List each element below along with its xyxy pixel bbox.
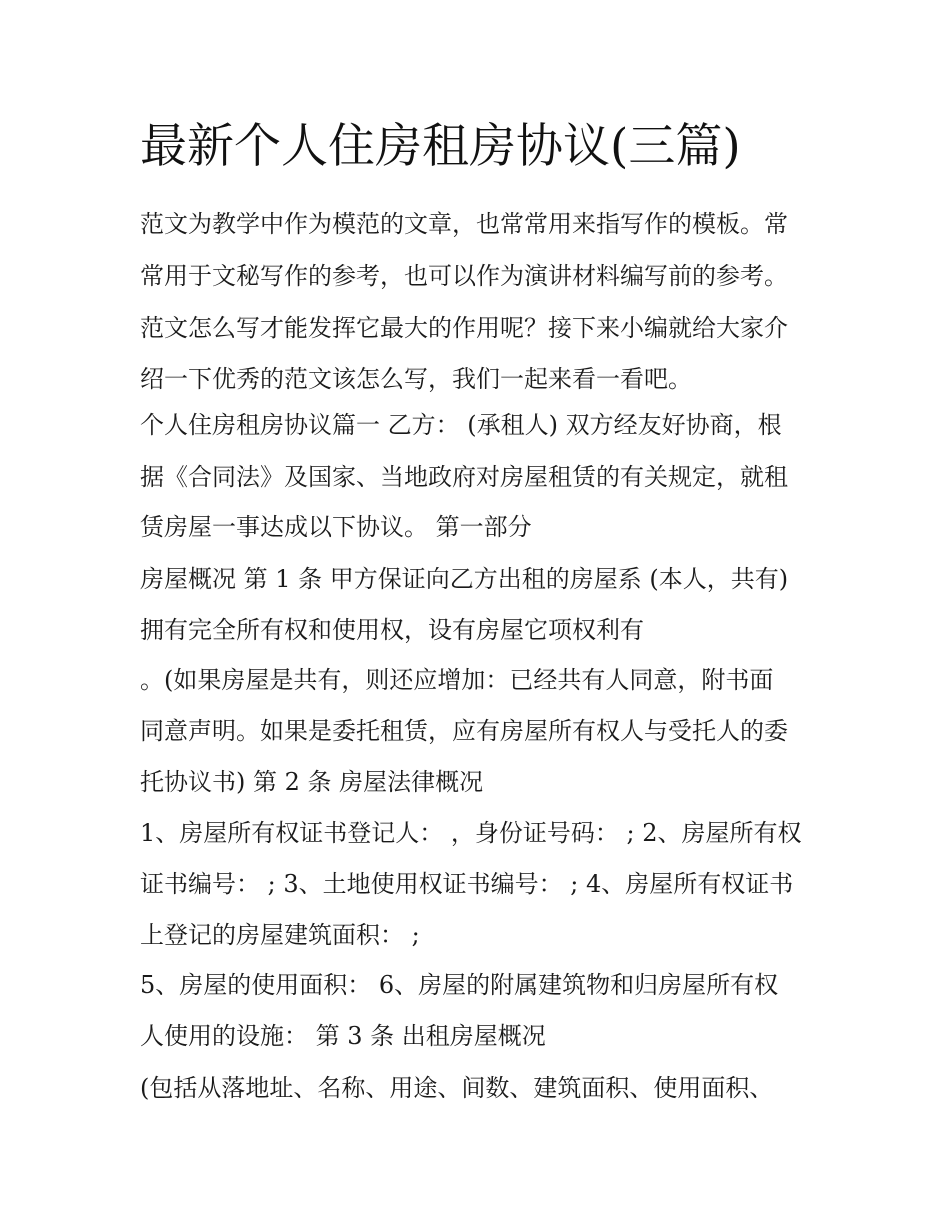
text-line: 常用于文秘写作的参考，也可以作为演讲材料编写前的参考。 xyxy=(140,262,788,290)
text-line: 拥有完全所有权和使用权，设有房屋它项权利有 xyxy=(140,616,644,644)
text-line: 托协议书) 第 2 条 房屋法律概况 xyxy=(140,768,484,796)
text-line: 5、房屋的使用面积： 6、房屋的附属建筑物和归房屋所有权 xyxy=(140,971,779,999)
text-line: (包括从落地址、名称、用途、间数、建筑面积、使用面积、 xyxy=(140,1074,774,1102)
text-line: 据《合同法》及国家、当地政府对房屋租赁的有关规定，就租 xyxy=(140,463,788,491)
text-line: 同意声明。如果是委托租赁，应有房屋所有权人与受托人的委 xyxy=(140,717,788,745)
text-line: 上登记的房屋建筑面积： ; xyxy=(140,921,420,949)
text-line: 绍一下优秀的范文该怎么写，我们一起来看一看吧。 xyxy=(140,365,692,393)
text-line: 个人住房租房协议篇一 乙方： (承租人) 双方经友好协商，根 xyxy=(140,411,782,439)
document-title: 最新个人住房租房协议(三篇) xyxy=(140,119,741,174)
text-line: 房屋概况 第 1 条 甲方保证向乙方出租的房屋系 (本人，共有) xyxy=(140,565,789,593)
text-line: 范文为教学中作为模范的文章，也常常用来指写作的模板。常 xyxy=(140,210,788,238)
text-line: 1、房屋所有权证书登记人： ，身份证号码： ; 2、房屋所有权 xyxy=(140,819,802,847)
text-line: 。(如果房屋是共有，则还应增加：已经共有人同意，附书面 xyxy=(140,666,774,694)
text-line: 赁房屋一事达成以下协议。 第一部分 xyxy=(140,513,532,541)
text-line: 人使用的设施： 第 3 条 出租房屋概况 xyxy=(140,1022,546,1050)
text-line: 范文怎么写才能发挥它最大的作用呢？接下来小编就给大家介 xyxy=(140,314,788,342)
text-line: 证书编号： ; 3、土地使用权证书编号： ; 4、房屋所有权证书 xyxy=(140,870,794,898)
